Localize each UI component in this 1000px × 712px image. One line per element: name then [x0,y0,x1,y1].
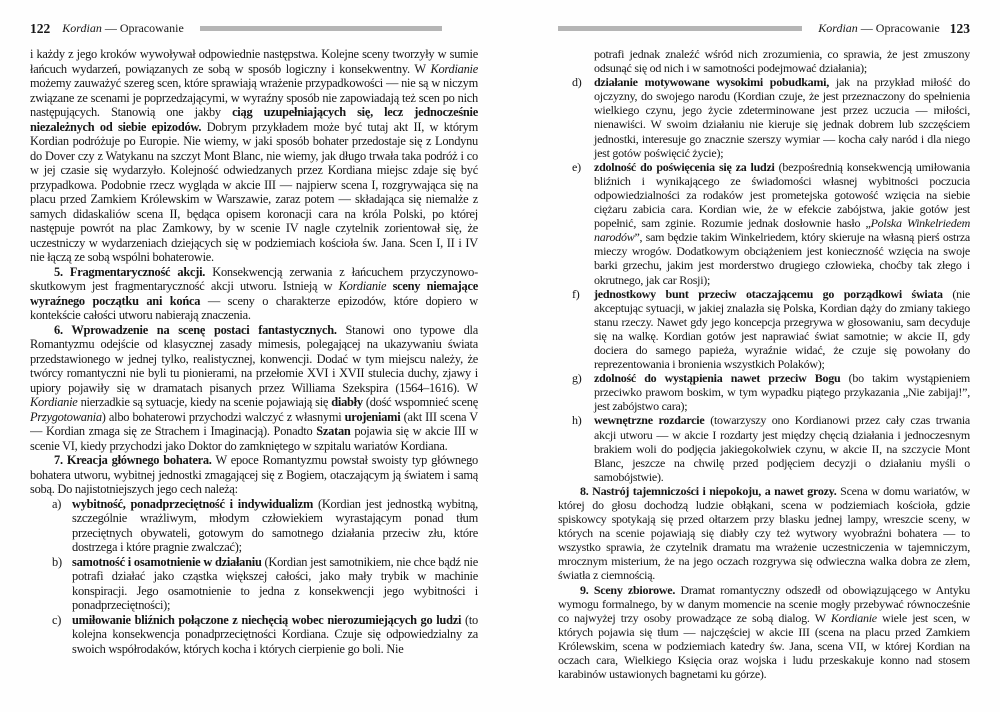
text-run: (nie akceptując sytuacji, w jakiej znalazła się Polska, Kordian dąży do zmiany takiego stanu rzeczy. Nawet gdy jego koncepcja przegrywa w głosowaniu, sam decyduje się na walkę. Kordian gotów jest naprawiać świat samotnie; w akcie II, gdy dociera do samego papieża, wyraźnie widać, że czuje się powołany do reprezentowania i bronienia wszystkich Polaków); [594,286,970,372]
text-run: (Kordian jest jednostką wybitną, szczególnie wrażliwym, młodym człowiekiem wyrastającym ponad tłum przeciętnych obywateli, gotowym do samotnego działania przeciw złu, które dostrzega i które pragnie zwalczać); [72,496,478,554]
text-run: samotność i osamotnienie w działaniu [72,554,262,569]
text-run: 6. Wprowadzenie na scenę postaci fantastycznych. [54,322,337,337]
text-run: wiele jest scen, w których pojawia się tłum — najczęściej w akcie III (scena na placu przed Zamkiem Królewskim, scena w podziemiach katedry św. Jana, scena VII, w której Kordian na oczach cara, Wielkiego Księcia oraz wojska i ludu przeskakuje konno nad stosem karabinów ustawionych bagnetami ku górze). [558,610,970,682]
text-run: — sceny o charakterze epizodów, które dopiero w kontekście całości utworu nabierają znaczenia. [30,293,478,322]
page-body [558,47,970,681]
text-run: (dość wspomnieć scenę [362,395,478,409]
list-item-label: a) [52,496,62,511]
text-run: Szatan [316,424,351,438]
text-run: Kordianie [338,279,387,293]
header-rule [558,26,802,31]
list-item [558,287,970,372]
text-run: Kordianie [830,610,877,625]
list-item-label: e) [572,159,581,174]
text-run: ”, sam będzie takim Winkelriedem, który skieruje na własną pierś ostrza mieczy wrogów. Dodatkowym obciążeniem jest konieczność wzięcia na swoje barki grzechu, jakim jest morderstwo drugiego człowieka, choćby tak złego i okrutnego, jak car Rosji); [594,230,970,287]
list-item [558,413,970,483]
text-run: Kordianie [430,61,478,76]
text-run: działanie motywowane wysokimi pobudkami, [594,75,830,90]
text-run: diabły [331,395,363,409]
text-run: (towarzyszy ono Kordianowi przez cały czas trwania akcji utworu — w akcie I rozdarty jest między chęcią działania i jednoczesnym brakiem woli do podjęcia jakiegokolwiek czynu, w akcie II, na szczycie Mont Blanc, jeszcze na chwilę przed podjęciem decyzji o działaniu myśli o samobójstwie). [594,413,970,484]
text-run: W epoce Romantyzmu powstał swoisty typ głównego bohatera utworu, wybitnej jednostki zmagającej się z Bogiem, otaczającym ją światem i samą sobą. Do najistotniejszych jego cech należą: [30,453,478,496]
text-run: (bezpośrednią konsekwencją umiłowania bliźnich i wynikającego ze świadomości własnej wybitności poczucia odpowiedzialności za rodaków jest prometejska gotowość wzięcia na siebie ciężaru zabicia cara. Kordian wie, że w efekcie zabójstwa, jakie gotów jest popełnić, sam zginie. Rozumie jednak dosłownie hasło „ [594,159,970,231]
list-item [558,160,970,287]
text-run: Kordian [62,21,102,35]
text-run: i każdy z jego kroków wywoływał odpowiednie następstwa. Kolejne sceny tworzyły w sumie łańcuch wydarzeń, powiązanych ze sobą w sposób logiczny i konsekwentny. W [30,47,478,76]
list-item [30,613,478,657]
text-run: 7. Kreacja głównego bohatera. [54,453,212,467]
text-run: 8. Nastrój tajemniczości i niepokoju, a nawet grozy. [580,483,837,498]
text-run: ciąg uzupełniających się, lecz jednocześnie niezależnych od siebie epizodów. [30,105,478,134]
page-122 [30,20,478,704]
paragraph [558,583,970,682]
text-run: (bo takim wystąpieniem przeciwko prawom boskim, w tym wypadku piątego przykazania „Nie zabijaj!”, jest zabójstwo cara); [594,371,970,414]
page-header [30,20,478,37]
text-run: (akt III scena V — Kordian zmaga się ze Strachem i Imaginacją). Ponadto [30,409,478,438]
text-run: możemy zauważyć szereg scen, które sprawiają wrażenie przypadkowości — nie są w niczym związane ze scenami je poprzedzającymi, w wyraźny sposób nie zapowiadają też scen po nich następujących. Stanowią one jakby [30,76,478,119]
list-item-label: h) [572,413,582,428]
text-run: (to kolejna konsekwencja ponadprzeciętności Kordiana. Czuje się odpowiedzialny za swoich współrodaków, których kocha i których cierpienie go boli. Nie [72,612,478,656]
text-run: Przygotowania [30,409,102,424]
text-run: wewnętrzne rozdarcie [594,413,705,428]
text-run: Dobrym przykładem może być tutaj akt II, w którym Kordian podróżuje po Europie. Nie wiemy, w jaki sposób bohater przedostaje się z Londynu do Dover czy z Watykanu na szczyt Mont Blanc, nie wiemy, jak długo trwała taka podróż i co w jej czasie się wydarzyło. Kolejność odwiedzanych przez Kordiana miejsc zdaje się być przypadkowa. Podobnie rzecz wygląda w akcie III — najpierw scena I, rozgrywająca się na placu przed Zamkiem Królewskim w Warszawie, zaraz potem — składająca się niemalże z samych didaskaliów scena II, będąca opisem koronacji cara na króla Polski, po której następuje powrót na plac Zamkowy, by w scenie IV nagle czytelnik zorientował się, że uczestniczy w wydarzeniach dziejących się w podziemiach kościoła św. Jana. Scen I, II i IV nie łączą ze sobą wspólni bohaterowie. [30,119,478,264]
paragraph [30,47,478,265]
page-number: 123 [949,20,970,36]
list-item [558,75,970,160]
text-run: Kordian [818,21,858,35]
paragraph [558,484,970,583]
text-run: sceny niemające wyraźnego początku ani końca [30,279,478,308]
list-item-label: f) [572,286,580,301]
list-item [30,497,478,555]
text-run: — Opracowanie [857,21,940,35]
text-run: Dramat romantyczny odszedł od obowiązującego w Antyku wymogu formalnego, by w danym momencie na scenie mogły przebywać równocześnie co najwyżej trzy osoby prowadzące ze sobą dialog. W [558,582,970,625]
text-run: Polska Winkelriedem narodów [594,216,970,245]
header-rule [200,26,442,31]
list-item-label: c) [52,612,62,627]
text-run: nierzadkie są sytuacje, kiedy na scenie pojawiają się [77,395,332,409]
text-run: jednostkowy bunt przeciw otaczającemu go porządkowi świata [594,286,943,301]
text-run: jak na przykład miłość do ojczyzny, do swojego narodu (Kordian czuje, że jest przeznaczony do spełnienia wielkiego czynu, jego życie zdeterminowane jest przez uczucia — miłości, nienawiści. W swoim działaniu nie kieruje się jednak dobrem lub szczęściem jednostki, interesuje go znacznie szerszy wymiar — kocha cały naród i dla niego jest gotów poświęcić życie); [594,75,970,160]
list-item-label: b) [52,554,62,569]
text-run: 9. Sceny zbiorowe. [580,582,676,597]
text-run: Stanowi ono typowe dla Romantyzmu odejście od klasycznej zasady mimesis, polegającej na ukazywaniu świata przedstawionego w jednej tylko, realistycznej, konwencji. Dodać w tym miejscu należy, że twórcy romantyczni nie byli tu pionierami, na przełomie XVI i XVII stulecia duchy, zjawy i upiory pojawiły się w dramatach pisanych przez Williama Szekspira (1564–1616). W [30,322,478,395]
header-title [818,21,940,36]
page-body [30,47,478,656]
text-run: urojeniami [344,409,401,424]
text-run: potrafi jednak znaleźć wśród nich zrozumienia, co sprawia, że jest zmuszony odsunąć się od nich i w samotności podejmować działania); [594,47,970,76]
paragraph [30,453,478,497]
text-run: Kordianie [30,395,78,409]
text-run: zdolność do poświęcenia się za ludzi [594,159,775,174]
paragraph [30,323,478,454]
list-item [558,371,970,413]
page-123 [558,20,970,704]
page-number: 122 [30,20,51,36]
paragraph [558,47,970,75]
text-run: wybitność, ponadprzeciętność i indywidualizm [72,496,314,511]
text-run: — Opracowanie [101,21,184,35]
text-run: (Kordian jest samotnikiem, nie chce bądź nie potrafi działać jako cząstka większej całości, jako mały trybik w machinie konspiracji. Jego osamotnienie to jedna z konsekwencji jego wybitności i ponadprzeciętności); [72,554,478,612]
list-item-label: d) [572,75,582,90]
page-header [558,20,970,37]
paragraph [30,265,478,323]
text-run: zdolność do wystąpienia nawet przeciw Bogu [594,371,841,386]
text-run: Scena w domu wariatów, w której do głosu dochodzą ludzie obłąkani, scena w podziemiach kościoła, gdzie spiskowcy spotykają się przed ołtarzem przy blasku jednej lampy, wreszcie sceny, w których na scenie pojawiają się diabły czy też wytwory wyobraźni bohatera — to wszystko sprawia, że czytelnik dramatu ma wrażenie uczestniczenia w tajemniczym, mrocznym misterium, że na jego oczach rozgrywa się odwieczna walka dobra ze złem, światła z ciemnością. [558,483,970,583]
text-run: ) albo bohaterowi przychodzi walczyć z własnymi [101,409,345,424]
list-item-label: g) [572,371,582,386]
list-item [30,555,478,613]
text-run: pojawia się w akcie III w scenie VI, kiedy przychodzi jako Doktor do zamkniętego w szpitalu wariatów Kordiana. [30,424,478,453]
text-run: 5. Fragmentaryczność akcji. [54,264,206,279]
text-run: umiłowanie bliźnich połączone z niechęcią wobec nierozumiejących go ludzi [72,612,462,627]
text-run: Konsekwencją zerwania z łańcuchem przyczynowo-skutkowym jest fragmentaryczność akcji utworu. Istnieją w [30,264,478,293]
header-title [62,21,184,36]
